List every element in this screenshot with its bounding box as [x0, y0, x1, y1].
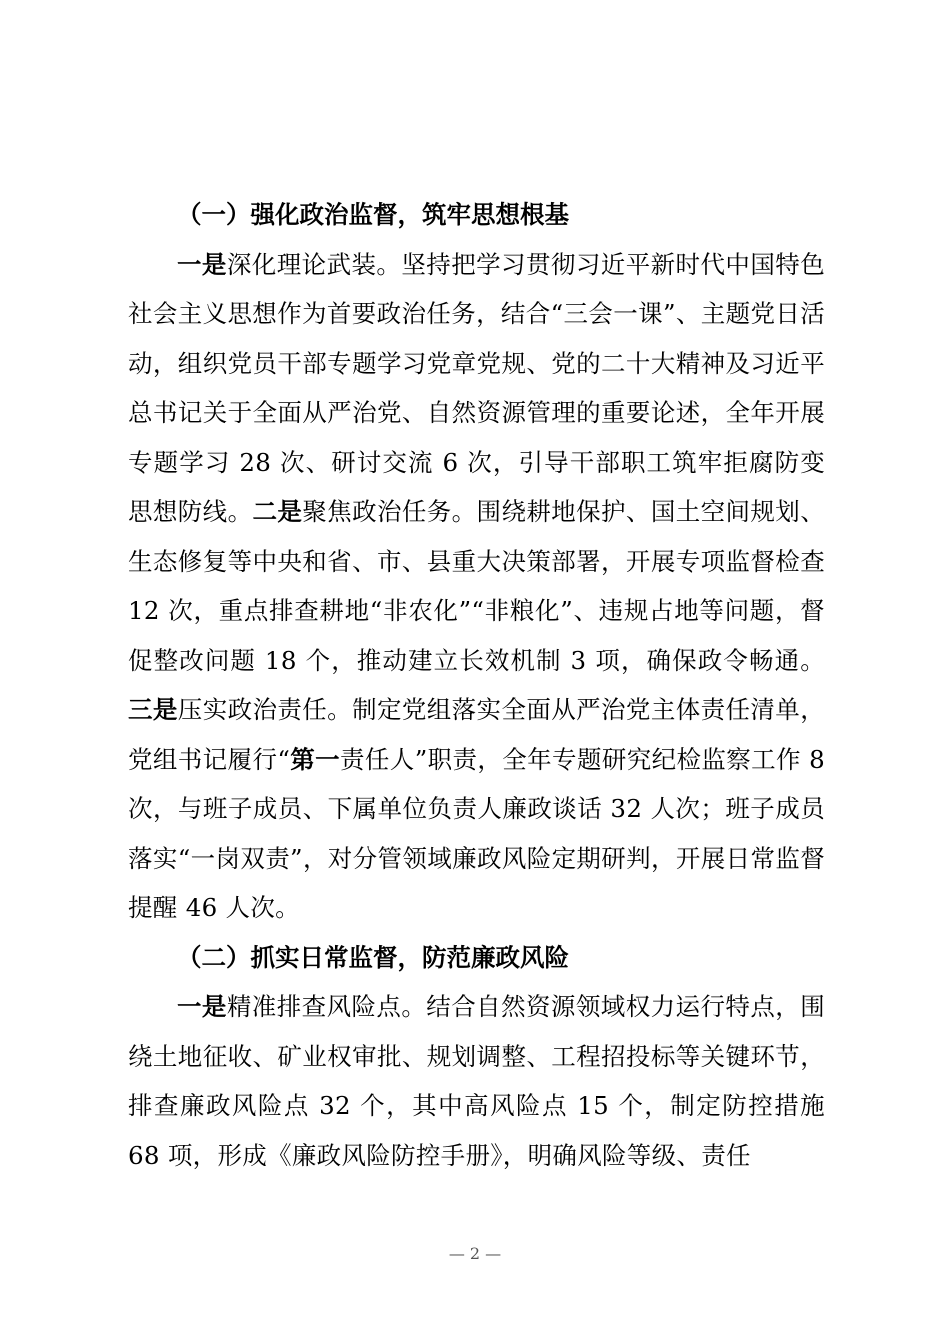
bold-lead: 三是: [128, 695, 178, 724]
section-paragraph-1: [128, 240, 825, 933]
paragraph-text: 深化理论武装。坚持把学习贯彻习近平新时代中国特色社会主义思想作为首要政治任务，结合“三会一课”、主题党日活动，组织党员干部专题学习党章党规、党的二十大精神及习近平总书记关于全面从严治党、自然资源管理的重要论述，全年开展专题学习 28 次、研讨交流 6 次，引导干部职工筑牢拒腐防变思想防线。: [128, 249, 825, 526]
page-number: — 2 —: [448, 1244, 502, 1263]
paragraph-text: 责任人”职责，全年专题研究纪检监察工作 8 次，与班子成员、下属单位负责人廉政谈话 32 人次；班子成员落实“一岗双责”，对分管领域廉政风险定期研判，开展日常监督提醒 46 人次。: [128, 744, 825, 922]
bold-lead: 二是: [252, 497, 303, 526]
section-paragraph-2: [128, 982, 825, 1180]
bold-lead: 一是: [177, 992, 227, 1021]
section-heading-1: （一）强化政治监督，筑牢思想根基: [177, 200, 569, 229]
document-body: [128, 190, 825, 1180]
bold-lead: 一是: [177, 249, 227, 279]
paragraph-text: 精准排查风险点。结合自然资源领域权力运行特点，围绕土地征收、矿业权审批、规划调整、工程招投标等关键环节，排查廉政风险点 32 个，其中高风险点 15 个，制定防控措施 68 项，形成《廉政风险防控手册》，明确风险等级、责任: [128, 992, 825, 1170]
bold-inline: 第一: [290, 744, 341, 774]
section-heading-2: （二）抓实日常监督，防范廉政风险: [177, 942, 569, 972]
paragraph-text: 压实政治责任。制定党组落实全面从严治党主体责任清单，党组书记履行“: [128, 695, 825, 774]
paragraph-text: 聚焦政治任务。围绕耕地保护、国土空间规划、生态修复等中央和省、市、县重大决策部署，开展专项监督检查 12 次，重点排查耕地“非农化”“非粮化”、违规占地等问题，督促整改问题 18 个，推动建立长效机制 3 项，确保政令畅通。: [128, 497, 825, 675]
